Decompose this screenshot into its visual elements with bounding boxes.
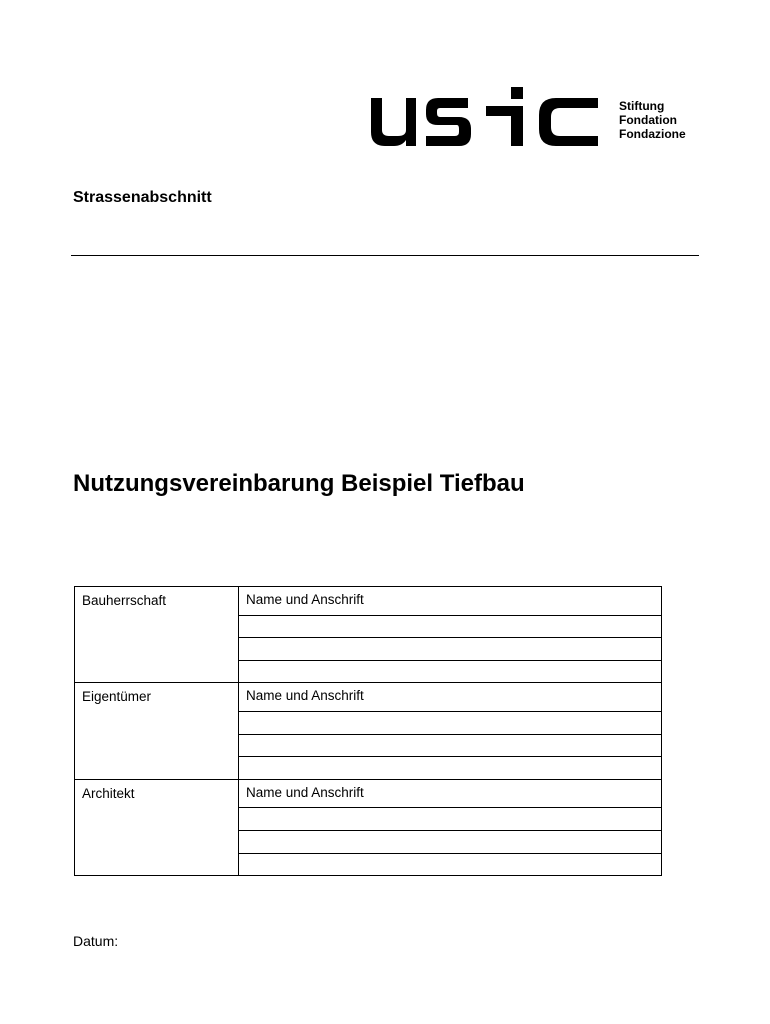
- table-row: [75, 779, 662, 808]
- usic-logo-mark: [368, 84, 618, 150]
- input-cell[interactable]: [239, 808, 662, 831]
- field-label-cell: Name und Anschrift: [239, 779, 662, 808]
- input-cell[interactable]: [239, 734, 662, 757]
- role-cell: Architekt: [75, 779, 239, 875]
- table-row: [75, 683, 662, 712]
- date-label: Datum:: [73, 933, 119, 949]
- role-cell: Eigentümer: [75, 683, 239, 779]
- input-cell[interactable]: [239, 660, 662, 683]
- usic-logo: [368, 84, 618, 150]
- logo-subtitle: [619, 99, 686, 141]
- logo-sub-line: Fondation: [619, 113, 677, 127]
- input-cell[interactable]: [239, 615, 662, 638]
- field-label-cell: Name und Anschrift: [239, 683, 662, 712]
- logo-sub-line: Fondazione: [619, 127, 686, 141]
- table-row: [75, 587, 662, 616]
- logo-sub-line: Stiftung: [619, 99, 665, 113]
- input-cell[interactable]: [239, 853, 662, 876]
- input-cell[interactable]: [239, 711, 662, 734]
- role-cell: Bauherrschaft: [75, 587, 239, 683]
- section-label: Strassenabschnitt: [73, 189, 212, 206]
- input-cell[interactable]: [239, 638, 662, 661]
- field-label-cell: Name und Anschrift: [239, 587, 662, 616]
- parties-table: [74, 586, 662, 876]
- section-input-line[interactable]: [71, 255, 699, 256]
- input-cell[interactable]: [239, 830, 662, 853]
- input-cell[interactable]: [239, 757, 662, 780]
- document-title: Nutzungsvereinbarung Beispiel Tiefbau: [73, 470, 525, 497]
